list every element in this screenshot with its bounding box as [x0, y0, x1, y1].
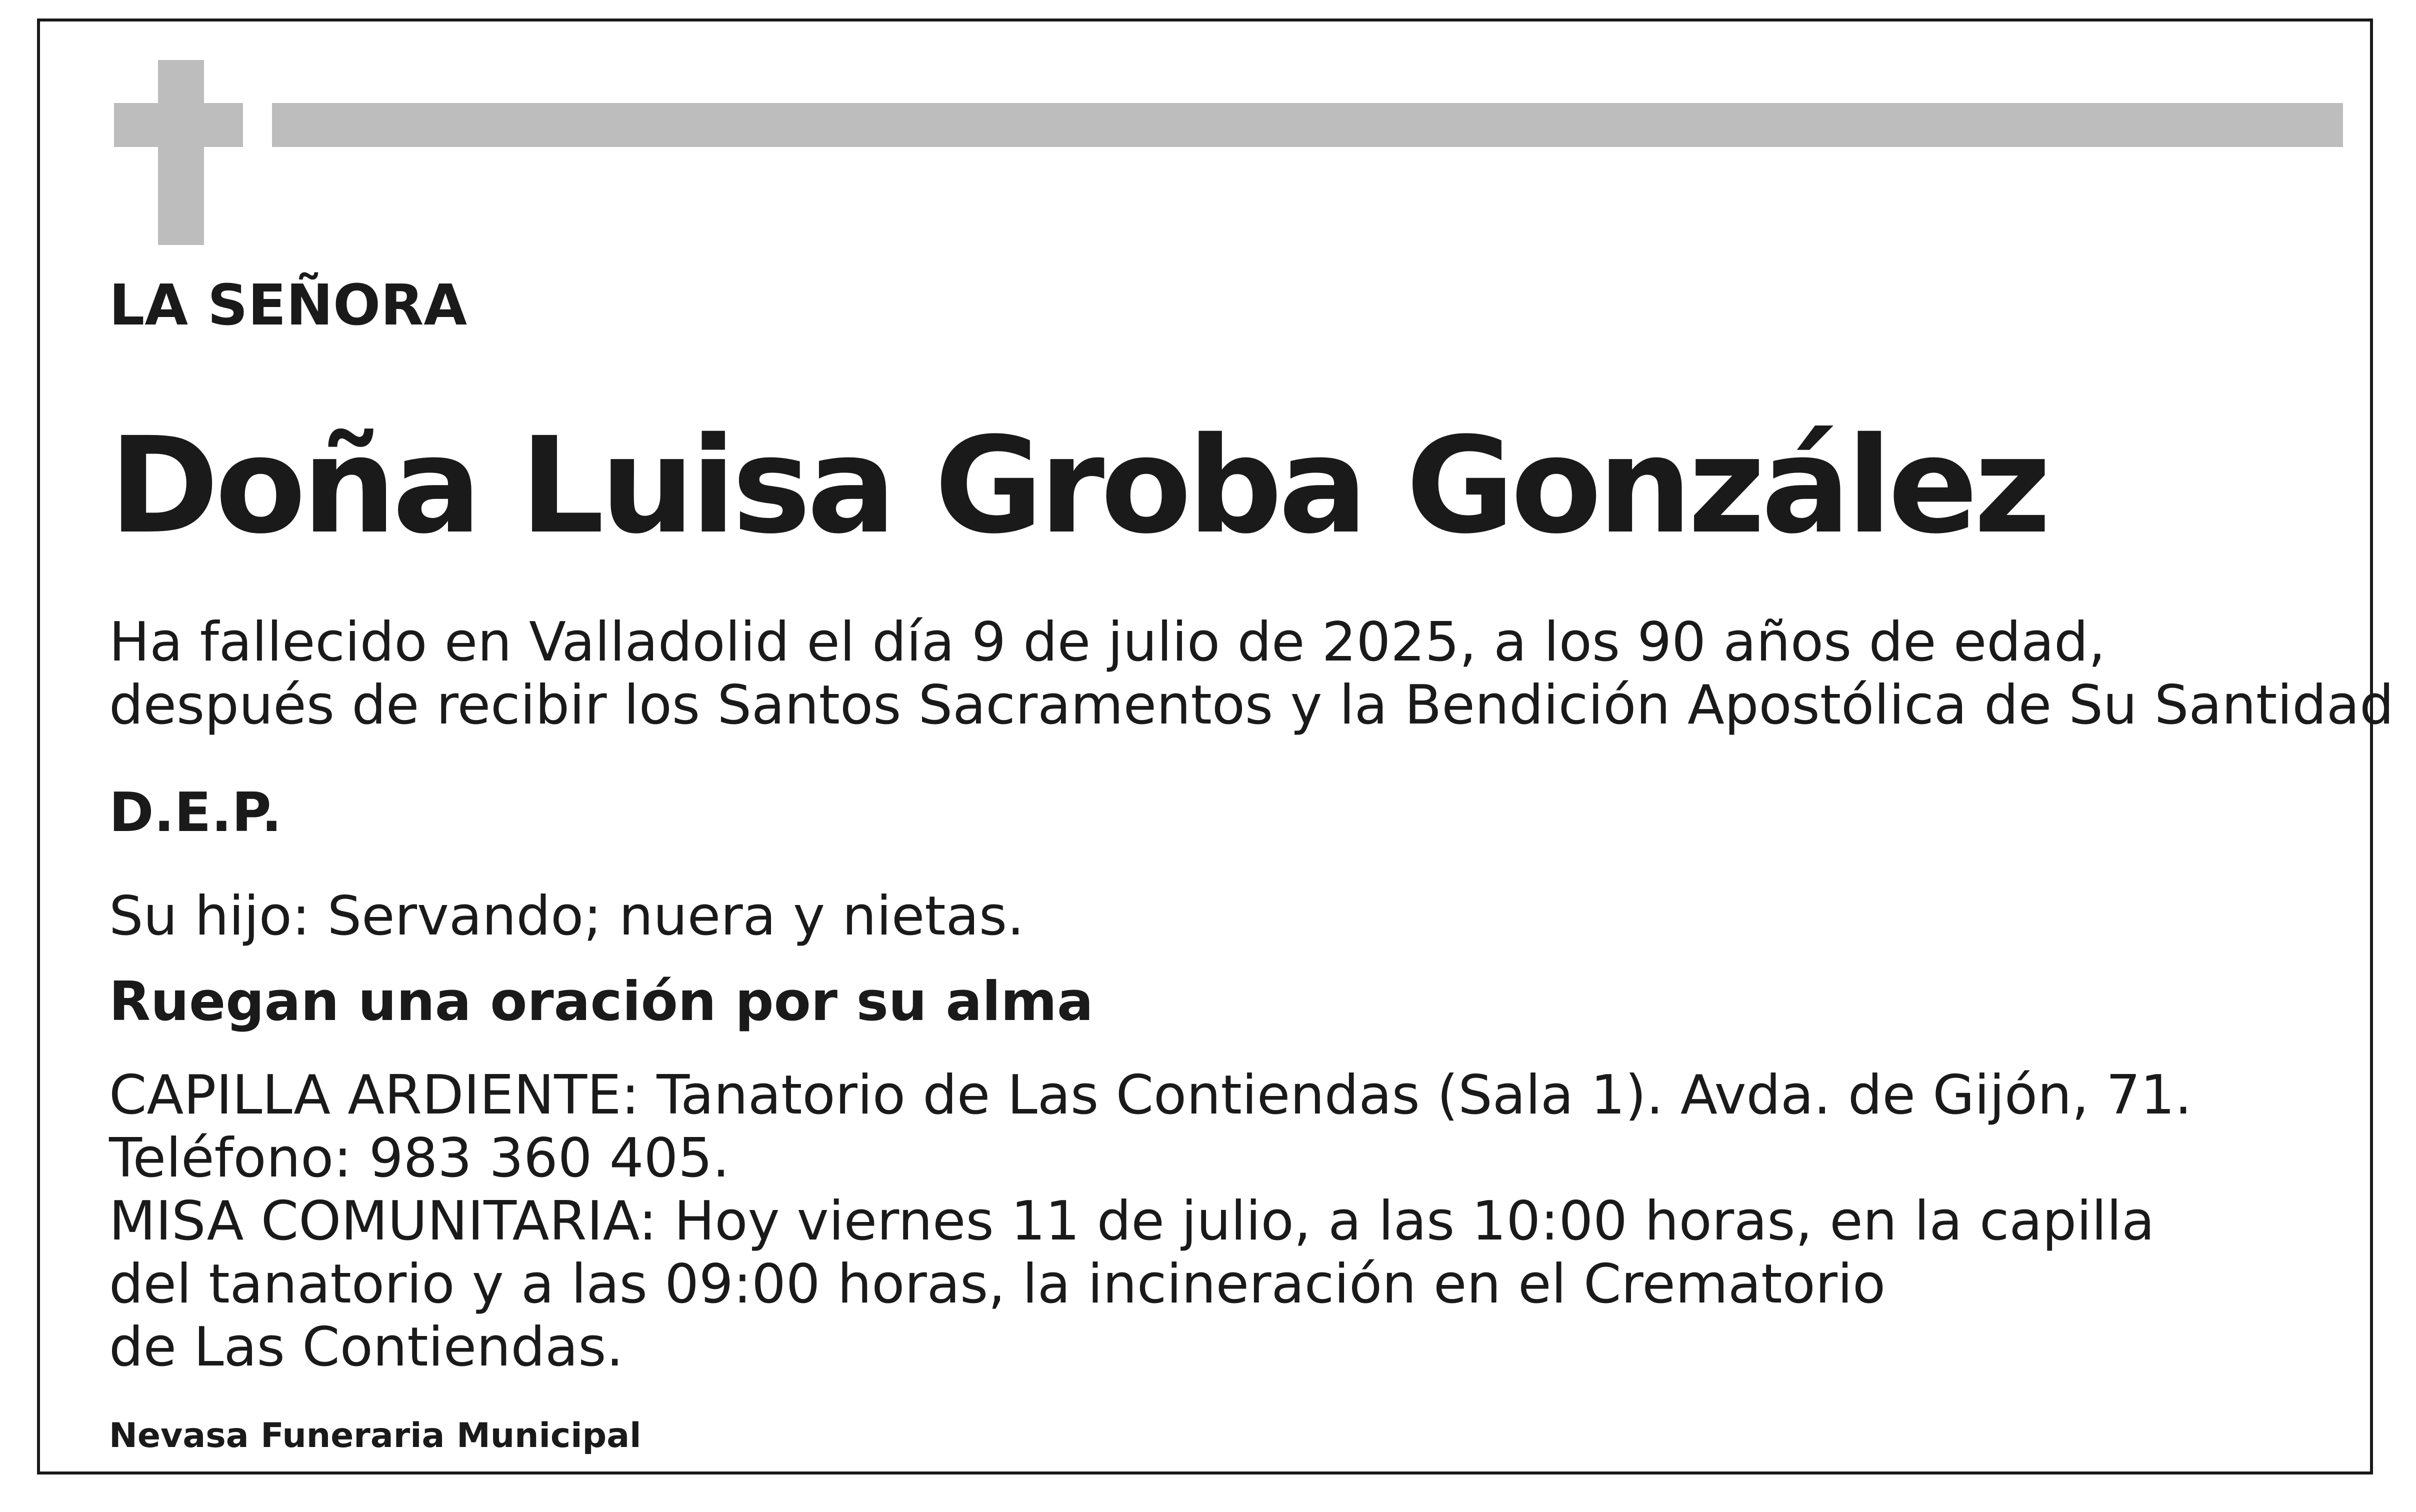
details-line: del tanatorio y a las 09:00 horas, la incineración en el Crematorio: [109, 1253, 1886, 1316]
announcement-line: Ha fallecido en Valladolid el día 9 de julio de 2025, a los 90 años de edad,: [109, 611, 2106, 674]
service-details: [109, 1064, 2192, 1379]
announcement-line: después de recibir los Santos Sacramentos y la Bendición Apostólica de Su Santidad: [109, 674, 2394, 736]
announcement: [109, 611, 2394, 737]
details-line: de Las Contiendas.: [109, 1316, 624, 1378]
notice-heading: LA SEÑORA: [109, 273, 468, 338]
dep-label: D.E.P.: [109, 782, 282, 844]
funeral-home: Nevasa Funeraria Municipal: [109, 1416, 642, 1456]
prayer-line: Ruegan una oración por su alma: [109, 970, 1094, 1033]
details-line: Teléfono: 983 360 405.: [109, 1127, 730, 1190]
details-line: CAPILLA ARDIENTE: Tanatorio de Las Contiendas (Sala 1). Avda. de Gijón, 71.: [109, 1064, 2192, 1126]
cross-horizontal-bar: [114, 103, 243, 147]
details-line: MISA COMUNITARIA: Hoy viernes 11 de julio, a las 10:00 horas, en la capilla: [109, 1190, 2155, 1252]
header-divider: [272, 103, 2343, 147]
cross-vertical-bar: [158, 60, 204, 245]
family-line: Su hijo: Servando; nuera y nietas.: [109, 885, 1024, 948]
deceased-name: Doña Luisa Groba González: [109, 409, 2048, 563]
